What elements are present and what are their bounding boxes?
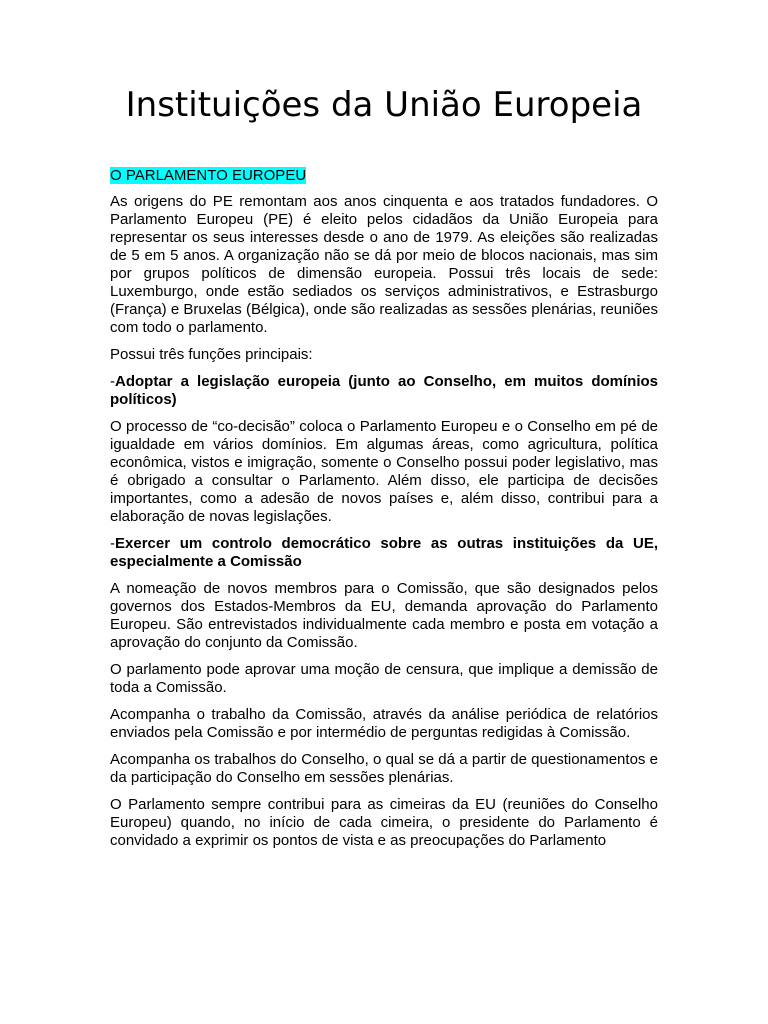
function-item-control	[110, 535, 658, 571]
section-heading-highlight: O PARLAMENTO EUROPEU	[110, 167, 307, 184]
paragraph-council-oversight: Acompanha os trabalhos do Conselho, o qual se dá a partir de questionamentos e da participação do Conselho em sessões plenárias.	[110, 751, 658, 786]
paragraph-co-decision: O processo de “co-decisão” coloca o Parlamento Europeu e o Conselho em pé de igualdade em vários domínios. Em algumas áreas, como agricultura, política econômica, vistos e imigração, somente o Conselho possui poder legislativo, mas é obrigado a consultar o Parlamento. Além disso, ele participa de decisões importantes, como a adesão de novos países e, além disso, contribui para a elaboração de novas legislações.	[110, 418, 658, 525]
document-page	[110, 0, 658, 1024]
paragraph-functions-intro: Possui três funções principais:	[110, 346, 313, 363]
function-item-dash: -	[110, 535, 115, 552]
paragraph-appointment: A nomeação de novos membros para o Comissão, que são designados pelos governos dos Estados-Membros da EU, demanda aprovação do Parlamento Europeu. São entrevistados individualmente cada membro e posta em votação a aprovação do conjunto da Comissão.	[110, 580, 658, 651]
paragraph-commission-oversight: Acompanha o trabalho da Comissão, através da análise periódica de relatórios enviados pela Comissão e por intermédio de perguntas redigidas à Comissão.	[110, 706, 658, 741]
paragraph-origins: As origens do PE remontam aos anos cinquenta e aos tratados fundadores. O Parlamento Europeu (PE) é eleito pelos cidadãos da União Europeia para representar os seus interesses desde o ano de 1979. As eleições são realizadas de 5 em 5 anos. A organização não se dá por meio de blocos nacionais, mas sim por grupos políticos de dimensão europeia. Possui três locais de sede: Luxemburgo, onde estão sediados os serviços administrativos, e Estrasburgo (França) e Bruxelas (Bélgica), onde são realizadas as sessões plenárias, reuniões com todo o parlamento.	[110, 193, 658, 336]
paragraph-summits: O Parlamento sempre contribui para as cimeiras da EU (reuniões do Conselho Europeu) quando, no início de cada cimeira, o presidente do Parlamento é convidado a exprimir os pontos de vista e as preocupações do Parlamento	[110, 796, 658, 849]
function-item-legislation	[110, 373, 658, 409]
paragraph-censure: O parlamento pode aprovar uma moção de censura, que implique a demissão de toda a Comissão.	[110, 661, 658, 696]
function-item-control-text: Exercer um controlo democrático sobre as outras instituições da UE, especialmente a Comissão	[110, 535, 658, 570]
document-title: Instituições da União Europeia	[125, 85, 643, 125]
function-item-legislation-text: Adoptar a legislação europeia (junto ao Conselho, em muitos domínios políticos)	[110, 373, 658, 408]
section-heading	[110, 167, 658, 185]
function-item-dash: -	[110, 373, 115, 390]
